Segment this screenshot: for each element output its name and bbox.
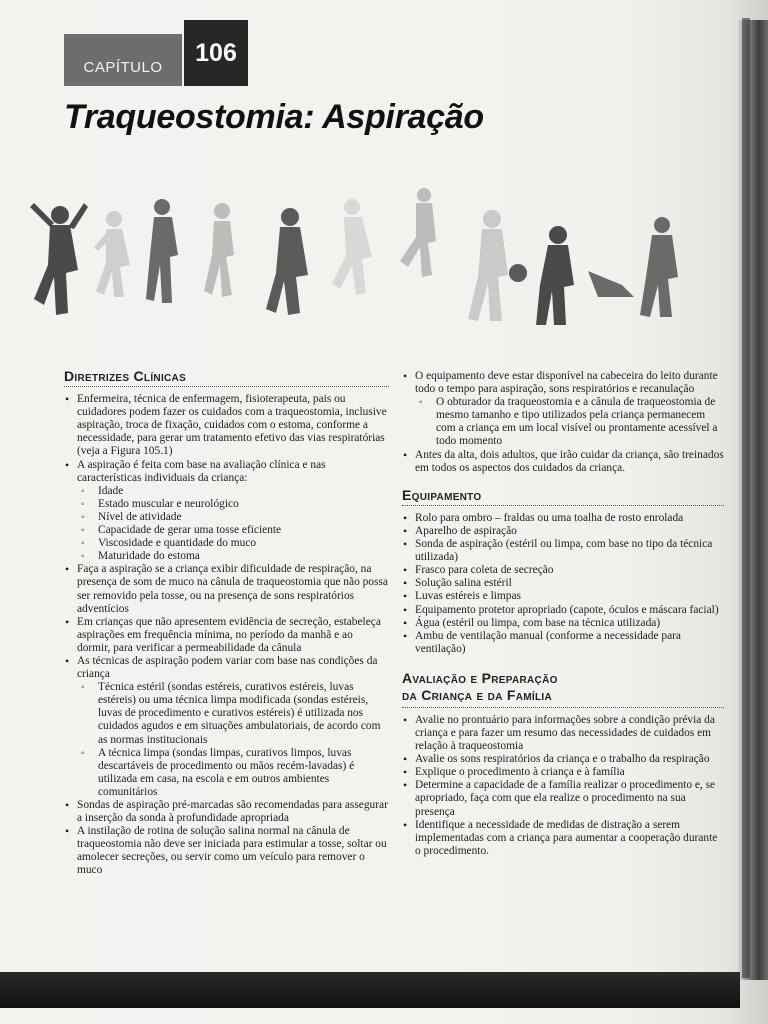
list-item: • Equipamento protetor apropriado (capote, óculos e máscara facial) <box>402 604 724 617</box>
list-item: • Luvas estéreis e limpas <box>402 590 724 603</box>
list-item: • Rolo para ombro – fraldas ou uma toalha de rosto enrolada <box>402 512 724 525</box>
list-item: • Ambu de ventilação manual (conforme a necessidade para ventilação) <box>402 630 724 656</box>
page-title: Traqueostomia: Aspiração <box>64 98 484 136</box>
assessment-list <box>402 714 724 858</box>
list-subitem: ◦ Idade <box>64 485 389 498</box>
list-item: • Identifique a necessidade de medidas de distração a serem implementadas com a criança para aumentar a cooperação durante o procedimento. <box>402 819 724 858</box>
silhouette-child-5 <box>266 208 308 315</box>
list-item: • Determine a capacidade de a família realizar o procedimento e, se apropriado, faça com que ela realize o procedimento na sua presença <box>402 779 724 818</box>
silhouette-child-1 <box>30 203 88 315</box>
list-subitem: ◦ A técnica limpa (sondas limpas, curativos limpos, luvas descartáveis de procedimento ou mãos recém-lavadas) é utilizada em casa, na escola e em outros ambientes comunitários <box>64 747 389 799</box>
guidelines-list <box>64 393 389 877</box>
left-column <box>64 370 389 878</box>
list-item: • Em crianças que não apresentem evidência de secreção, estabeleça aspirações em frequência mínima, no período da manhã e ao dormir, para verificar a permeabilidade da cânula <box>64 616 389 655</box>
equipment-list <box>402 512 724 656</box>
silhouette-child-9 <box>536 226 574 325</box>
list-item: • A aspiração é feita com base na avaliação clínica e nas características individuais da criança: <box>64 459 389 485</box>
list-item: • Faça a aspiração se a criança exibir dificuldade de respiração, na presença de som de muco na cânula de traqueostomia que não possa ser removido pela tosse, ou na presença de sons respiratórios adventícios <box>64 563 389 615</box>
section-heading-equipment: Equipamento <box>402 486 482 503</box>
list-subitem: ◦ Nível de atividade <box>64 511 389 524</box>
chapter-tab <box>64 20 248 86</box>
list-item: • Antes da alta, dois adultos, que irão cuidar da criança, são treinados em todos os aspectos dos cuidados da criança. <box>402 449 724 475</box>
section-heading-assessment-line1: Avaliação e Preparação <box>402 669 558 686</box>
list-subitem: ◦ O obturador da traqueostomia e a cânula de traqueostomia de mesmo tamanho e tipo utilizados pela criança permanecem com a criança em um local visível ou prontamente acessível a todo momento <box>402 396 724 448</box>
right-column <box>402 370 724 858</box>
heading-divider <box>64 386 389 387</box>
list-subitem: ◦ Técnica estéril (sondas estéreis, curativos estéreis, luvas estéreis) ou uma técnica limpa modificada (sondas estéreis, luvas de procedimento e curativos estéreis) é utilizada nos cuidados agudos e em situações ambulatoriais, de acordo com as normas institucionais <box>64 681 389 746</box>
list-item: • Aparelho de aspiração <box>402 525 724 538</box>
children-silhouettes-banner <box>22 185 722 335</box>
section-heading-assessment-line2: da Criança e da Família <box>402 686 553 703</box>
page-binding-shadow <box>742 18 750 978</box>
list-subitem: ◦ Capacidade de gerar uma tosse eficiente <box>64 524 389 537</box>
list-subitem: ◦ Viscosidade e quantidade do muco <box>64 537 389 550</box>
page-bottom-shadow <box>0 972 740 1008</box>
silhouette-child-4 <box>204 203 234 297</box>
chapter-label: CAPÍTULO <box>64 34 182 86</box>
silhouette-child-7 <box>400 188 436 277</box>
list-item: • Avalie no prontuário para informações sobre a condição prévia da criança e para fazer um resumo das necessidades de cuidados em relação à traqueostomia <box>402 714 724 753</box>
list-item: • Sondas de aspiração pré-marcadas são recomendadas para assegurar a inserção da sonda à profundidade apropriada <box>64 799 389 825</box>
chapter-number: 106 <box>184 20 248 86</box>
list-item: • Sonda de aspiração (estéril ou limpa, com base no tipo da técnica utilizada) <box>402 538 724 564</box>
list-item: • O equipamento deve estar disponível na cabeceira do leito durante todo o tempo para aspiração, sons respiratórios e recanulação <box>402 370 724 396</box>
silhouette-child-6 <box>332 199 372 295</box>
list-item: • Solução salina estéril <box>402 577 724 590</box>
heading-divider <box>402 505 724 506</box>
list-item: • Enfermeira, técnica de enfermagem, fisioterapeuta, pais ou cuidadores podem fazer os cuidados com a traqueostomia, inclusive aspiração, troca de fixação, cuidados com o estoma, conforme a necessidade, para gerar um tratamento efetivo das vias respiratórias (veja a Figura 105.1) <box>64 393 389 458</box>
list-item: • As técnicas de aspiração podem variar com base nas condições da criança <box>64 655 389 681</box>
silhouette-child-2 <box>94 211 130 297</box>
top-list <box>402 370 724 475</box>
list-subitem: ◦ Maturidade do estoma <box>64 550 389 563</box>
list-item: • A instilação de rotina de solução salina normal na cânula de traqueostomia não deve ser iniciada para estimular a tosse, soltar ou amolecer secreções, ou servir como um veículo para remover o muco <box>64 825 389 877</box>
list-item: • Explique o procedimento à criança e à família <box>402 766 724 779</box>
heading-divider <box>402 707 724 708</box>
silhouette-child-10 <box>588 217 678 317</box>
silhouette-child-3 <box>146 199 178 303</box>
list-item: • Frasco para coleta de secreção <box>402 564 724 577</box>
list-subitem: ◦ Estado muscular e neurológico <box>64 498 389 511</box>
list-item: • Avalie os sons respiratórios da criança e o trabalho da respiração <box>402 753 724 766</box>
section-heading-assessment <box>402 670 724 704</box>
list-item: • Água (estéril ou limpa, com base na técnica utilizada) <box>402 617 724 630</box>
section-heading-guidelines: Diretrizes Clínicas <box>64 368 187 384</box>
silhouette-child-8 <box>468 210 527 321</box>
